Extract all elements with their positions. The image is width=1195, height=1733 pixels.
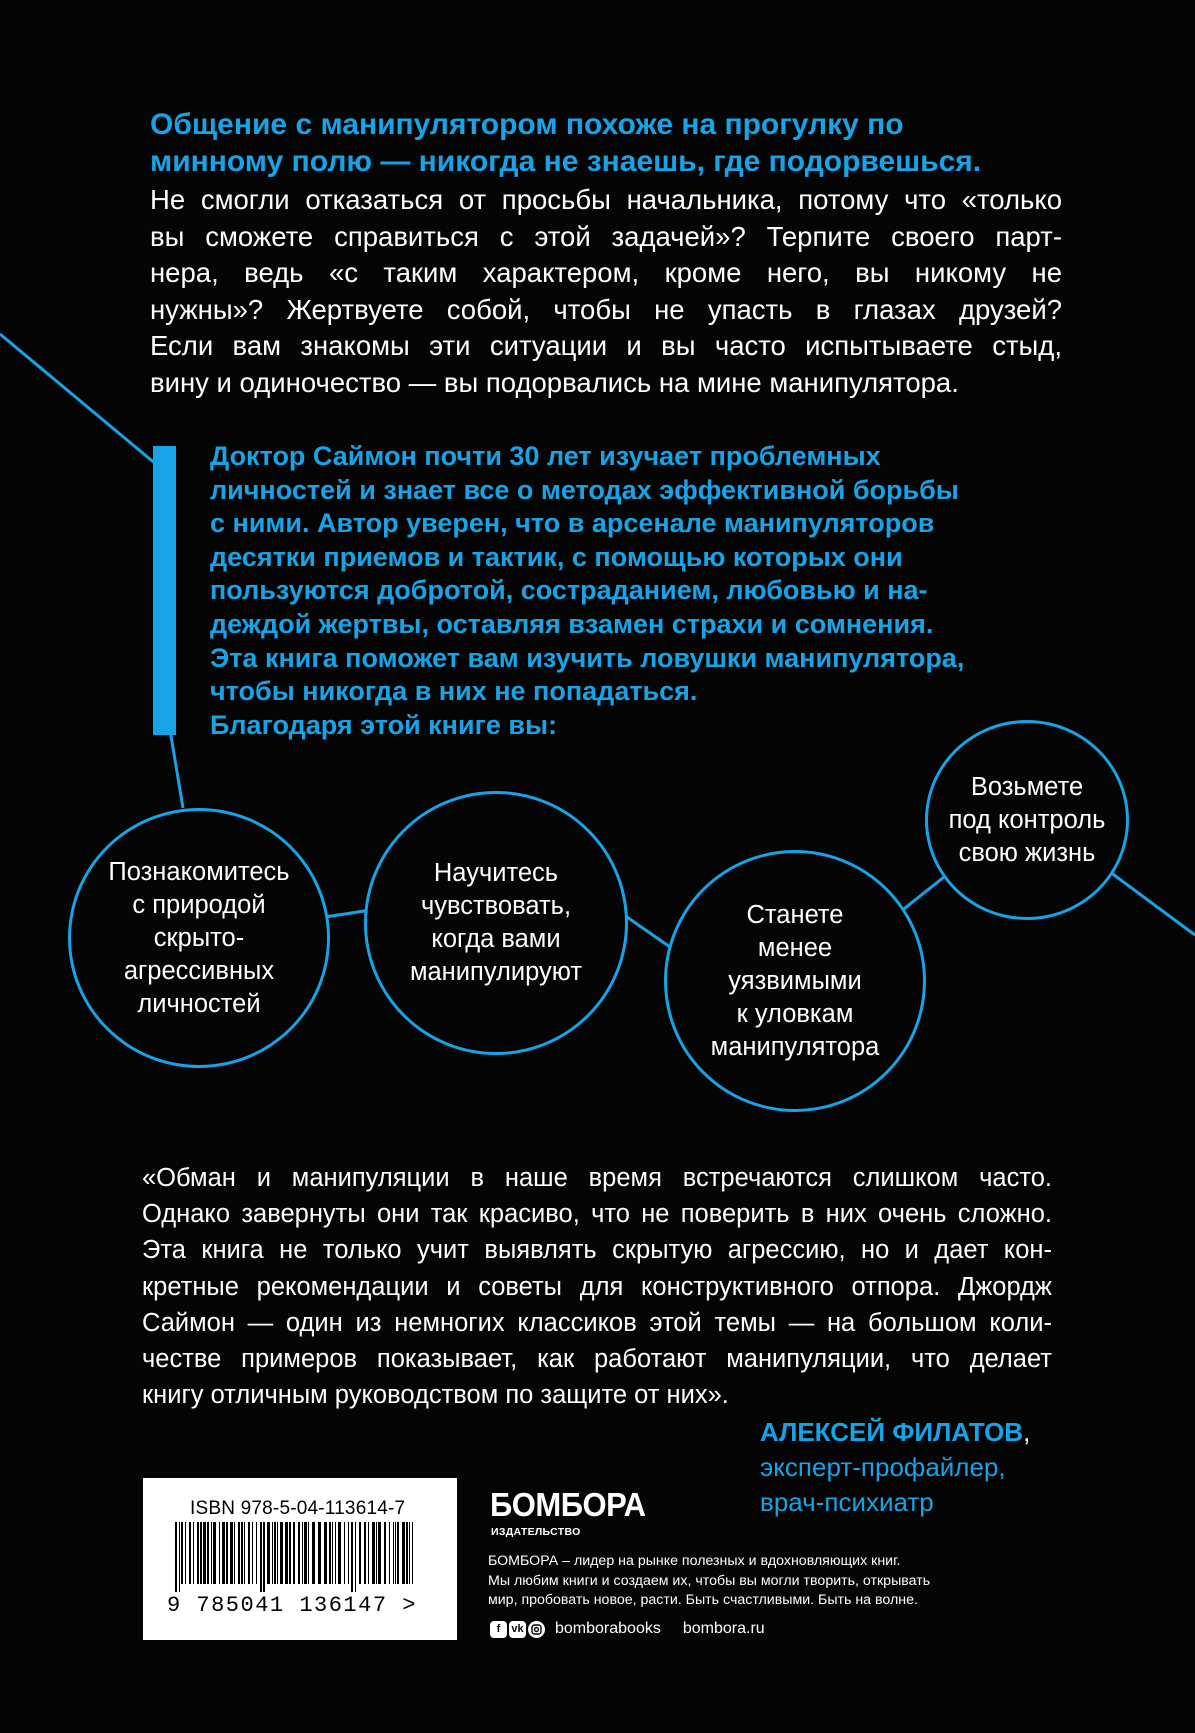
benefit-text: уязвимыми	[728, 966, 862, 995]
barcode-bar	[406, 1522, 408, 1584]
barcode-bar	[200, 1522, 202, 1584]
barcode-bar	[203, 1522, 206, 1584]
instagram-icon[interactable]	[528, 1621, 545, 1638]
barcode-bar	[230, 1522, 233, 1584]
about-author-paragraph	[210, 440, 1080, 742]
about-line: Благодаря этой книге вы:	[210, 709, 557, 740]
quote-line: честве примеров показывает, как работают манипуляции, что делает	[142, 1345, 1052, 1374]
benefit-text: свою жизнь	[958, 838, 1096, 867]
barcode-bar	[412, 1522, 413, 1584]
barcode-bar	[185, 1522, 186, 1584]
publisher-desc-line: БОМБОРА – лидер на рынке полезных и вдохновляющих книг.	[488, 1553, 901, 1569]
barcode-bar	[241, 1522, 243, 1584]
lead-line: Общение с манипулятором похоже на прогулку по	[150, 108, 904, 141]
barcode-bar	[359, 1522, 361, 1584]
isbn-number: ISBN 978-5-04-113614-7	[190, 1498, 406, 1519]
barcode-bar	[285, 1522, 288, 1584]
barcode-bar	[397, 1522, 399, 1584]
barcode-bar	[298, 1522, 300, 1584]
lead-heading	[150, 106, 1070, 180]
benefit-text: Возьмете	[970, 772, 1084, 801]
isbn-barcode	[143, 1478, 457, 1640]
quote-line: Эта книга не только учит выявлять скрытую агрессию, но и дает кон-	[142, 1236, 1052, 1265]
benefit-circle-less-vulnerable	[664, 850, 926, 1112]
publisher-desc-line: Мы любим книги и создаем их, чтобы вы могли творить, открывать	[488, 1572, 931, 1589]
intro-line: нужны»? Жертвуете собой, чтобы не упасть в глазах друзей?	[150, 293, 1062, 325]
reviewer-role-line: эксперт-профайлер,	[760, 1452, 1006, 1482]
barcode-bar	[211, 1522, 212, 1584]
benefit-circle-control	[925, 720, 1129, 920]
intro-line: Если вам знакомы эти ситуации и вы часто испытываете стыд,	[150, 330, 1062, 361]
benefit-text: чувствовать,	[420, 892, 572, 920]
barcode-bar	[252, 1522, 253, 1584]
barcode-bar	[308, 1522, 309, 1584]
barcode-bar	[395, 1522, 396, 1584]
publisher-social-links	[490, 1620, 765, 1638]
quote-line: книгу отличным руководством по защите от них».	[142, 1381, 729, 1410]
reviewer-name	[760, 1414, 1030, 1450]
barcode-bar	[372, 1522, 375, 1584]
barcode-bar	[260, 1522, 262, 1592]
publisher-website-link[interactable]: bombora.ru	[682, 1620, 765, 1637]
barcode-bar	[338, 1522, 341, 1584]
barcode-bar	[207, 1522, 209, 1584]
social-handle[interactable]: bomborabooks	[555, 1620, 661, 1637]
barcode-bar	[409, 1522, 410, 1584]
barcode-bar	[324, 1522, 327, 1584]
quote-line: «Обман и манипуляции в наше время встречаются слишком часто.	[142, 1164, 1052, 1192]
intro-line: вы сможете справиться с этой задачей»? Терпите своего парт-	[150, 220, 1062, 252]
barcode-bar	[351, 1522, 353, 1592]
benefit-text: Познакомитесь	[108, 857, 290, 886]
intro-paragraph	[150, 182, 1062, 401]
barcode-bar	[181, 1522, 183, 1584]
benefit-text: скрыто-	[153, 923, 245, 952]
barcode-bar	[267, 1522, 270, 1584]
benefit-circle-nature	[68, 808, 330, 1068]
benefit-text: с природой	[132, 890, 266, 919]
barcode-bar	[293, 1522, 295, 1584]
benefit-text: агрессивных	[123, 956, 275, 985]
barcode-bar	[376, 1522, 377, 1584]
barcode-bar	[274, 1522, 276, 1584]
barcode-bar	[393, 1522, 394, 1584]
about-line: Эта книга поможет вам изучить ловушки манипулятора,	[210, 642, 965, 673]
barcode-bar	[197, 1522, 199, 1584]
review-quote	[142, 1160, 1052, 1413]
barcode-bar	[364, 1522, 366, 1584]
barcode-bar	[329, 1522, 331, 1584]
vk-icon[interactable]: vk	[509, 1621, 526, 1638]
about-line: с ними. Автор уверен, что в арсенале манипуляторов	[210, 508, 935, 539]
reviewer-role-line: врач-психиатр	[760, 1487, 934, 1517]
barcode-bar	[335, 1522, 336, 1584]
barcode-bar	[348, 1522, 349, 1584]
publisher-logo-subtitle: ИЗДАТЕЛЬСТВО	[491, 1526, 581, 1538]
benefit-text: манипулятора	[710, 1032, 880, 1061]
lead-line: минному полю — никогда не знаешь, где подорвешься.	[150, 145, 982, 178]
benefit-text: личностей	[137, 989, 261, 1018]
benefit-text: менее	[757, 933, 833, 962]
barcode-bar	[318, 1522, 321, 1584]
barcode-bar	[304, 1522, 307, 1584]
barcode-bar	[355, 1522, 356, 1592]
barcode-bar	[272, 1522, 273, 1584]
benefit-text: под контроль	[948, 805, 1106, 834]
publisher-description	[488, 1552, 1028, 1611]
barcode-bar	[222, 1522, 225, 1584]
barcode-bars	[163, 1522, 433, 1592]
reviewer-role	[760, 1450, 1006, 1520]
barcode-bar	[289, 1522, 291, 1584]
barcode-bar	[238, 1522, 240, 1584]
intro-line: Не смогли отказаться от просьбы начальника, потому что «только	[150, 184, 1062, 215]
quote-line: Саймон — один из немногих классиков этой темы — на большом коли-	[142, 1308, 1052, 1337]
publisher-desc-line: мир, пробовать новое, расти. Быть счастливыми. Быть на волне.	[488, 1592, 918, 1608]
barcode-bar	[263, 1522, 265, 1592]
barcode-bar	[378, 1522, 381, 1584]
ean-digits: 9 785041 136147 >	[167, 1593, 417, 1618]
barcode-bar	[402, 1522, 405, 1584]
barcode-bar	[219, 1522, 220, 1584]
barcode-bar	[280, 1522, 283, 1584]
barcode-bar	[384, 1522, 386, 1584]
reviewer-name-text: АЛЕКСЕЙ ФИЛАТОВ	[760, 1417, 1024, 1447]
about-line: десятки приемов и тактик, с помощью которых они	[210, 541, 903, 572]
barcode-bar	[368, 1522, 369, 1584]
benefit-text: Станете	[746, 900, 844, 929]
quote-line: Однако завернуты они так красиво, что не поверить в них очень сложно.	[142, 1200, 1052, 1229]
facebook-icon[interactable]: f	[490, 1621, 507, 1638]
reviewer-name-comma: ,	[1023, 1417, 1031, 1447]
barcode-bar	[302, 1522, 303, 1584]
barcode-bar	[213, 1522, 216, 1584]
accent-bar	[153, 446, 176, 735]
barcode-bar	[226, 1522, 228, 1584]
benefit-circle-sense	[364, 791, 628, 1055]
barcode-bar	[193, 1522, 194, 1584]
benefit-text: когда вами	[431, 925, 561, 953]
benefit-text: Научитесь	[433, 859, 559, 887]
benefit-text: к уловкам	[736, 999, 854, 1028]
barcode-bar	[332, 1522, 333, 1584]
barcode-bar	[189, 1522, 191, 1584]
barcode-bar	[312, 1522, 315, 1584]
barcode-bar	[234, 1522, 235, 1584]
about-line: личностей и знает все о методах эффективной борьбы	[210, 474, 959, 505]
quote-line: кретные рекомендации и советы для конструктивного отпора. Джордж	[142, 1272, 1052, 1301]
barcode-bar	[389, 1522, 390, 1584]
about-line: деждой жертвы, оставляя взамен страхи и сомнения.	[210, 608, 934, 639]
barcode-bar	[277, 1522, 278, 1584]
barcode-bar	[179, 1522, 180, 1592]
benefit-text: манипулируют	[409, 958, 583, 986]
about-line: пользуются добротой, состраданием, любовью и на-	[210, 575, 928, 606]
barcode-bar	[244, 1522, 245, 1584]
barcode-bar	[248, 1522, 250, 1584]
barcode-bar	[344, 1522, 345, 1584]
barcode-bar	[175, 1522, 177, 1592]
publisher-logo: БОМБОРА	[490, 1486, 646, 1524]
barcode-bar	[256, 1522, 257, 1584]
intro-line: вину и одиночество — вы подорвались на мине манипулятора.	[150, 366, 959, 398]
about-line: Доктор Саймон почти 30 лет изучает проблемных	[210, 441, 881, 471]
intro-line: нера, ведь «с таким характером, кроме него, вы никому не	[150, 257, 1062, 288]
about-line: чтобы никогда в них не попадаться.	[210, 676, 698, 707]
